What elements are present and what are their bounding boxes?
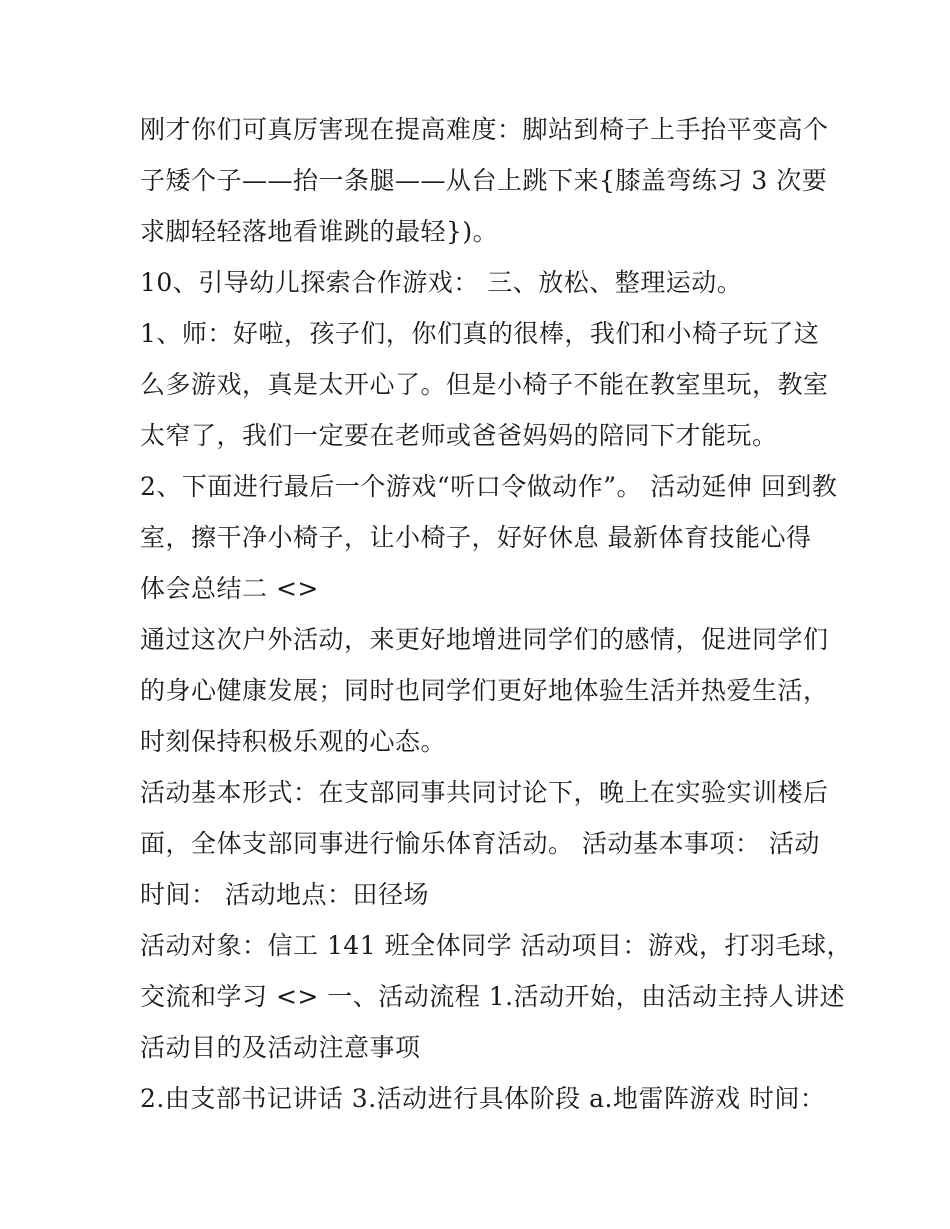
text-line: 刚才你们可真厉害现在提高难度：脚站到椅子上手抬平变高个 bbox=[140, 115, 829, 144]
text-line: 太窄了，我们一定要在老师或爸爸妈妈的陪同下才能玩。 bbox=[140, 421, 778, 450]
text-line: 么多游戏，真是太开心了。但是小椅子不能在教室里玩，教室 bbox=[140, 370, 829, 399]
text-line: 体会总结二 <> bbox=[140, 574, 319, 603]
text-line: 子矮个子——抬一条腿——从台上跳下来{膝盖弯练习 3 次要 bbox=[140, 166, 828, 195]
text-line: 交流和学习 <> 一、活动流程 1.活动开始，由活动主持人讲述 bbox=[140, 982, 846, 1011]
text-line: 活动基本形式：在支部同事共同讨论下，晚上在实验实训楼后 bbox=[140, 778, 829, 807]
text-line: 活动目的及活动注意事项 bbox=[140, 1033, 421, 1062]
text-line: 活动对象：信工 141 班全体同学 活动项目：游戏，打羽毛球， bbox=[140, 931, 853, 960]
text-line: 面，全体支部同事进行愉乐体育活动。 活动基本事项： 活动 bbox=[140, 829, 820, 858]
text-line: 时间： 活动地点：田径场 bbox=[140, 880, 429, 909]
text-line: 1、师：好啦，孩子们，你们真的很棒，我们和小椅子玩了这 bbox=[140, 319, 820, 348]
text-line: 的身心健康发展；同时也同学们更好地体验生活并热爱生活， bbox=[140, 676, 829, 705]
text-line: 2.由支部书记讲话 3.活动进行具体阶段 a.地雷阵游戏 时间： bbox=[140, 1084, 826, 1113]
text-line: 通过这次户外活动，来更好地增进同学们的感情，促进同学们 bbox=[140, 625, 829, 654]
text-line: 10、引导幼儿探索合作游戏： 三、放松、整理运动。 bbox=[140, 268, 743, 297]
text-line: 求脚轻轻落地看谁跳的最轻})。 bbox=[140, 217, 499, 246]
text-line: 2、下面进行最后一个游戏“听口令做动作”。 活动延伸 回到教 bbox=[140, 472, 838, 501]
document-body bbox=[140, 104, 853, 1124]
text-line: 时刻保持积极乐观的心态。 bbox=[140, 727, 447, 756]
text-line: 室，擦干净小椅子，让小椅子，好好休息 最新体育技能心得 bbox=[140, 523, 812, 552]
